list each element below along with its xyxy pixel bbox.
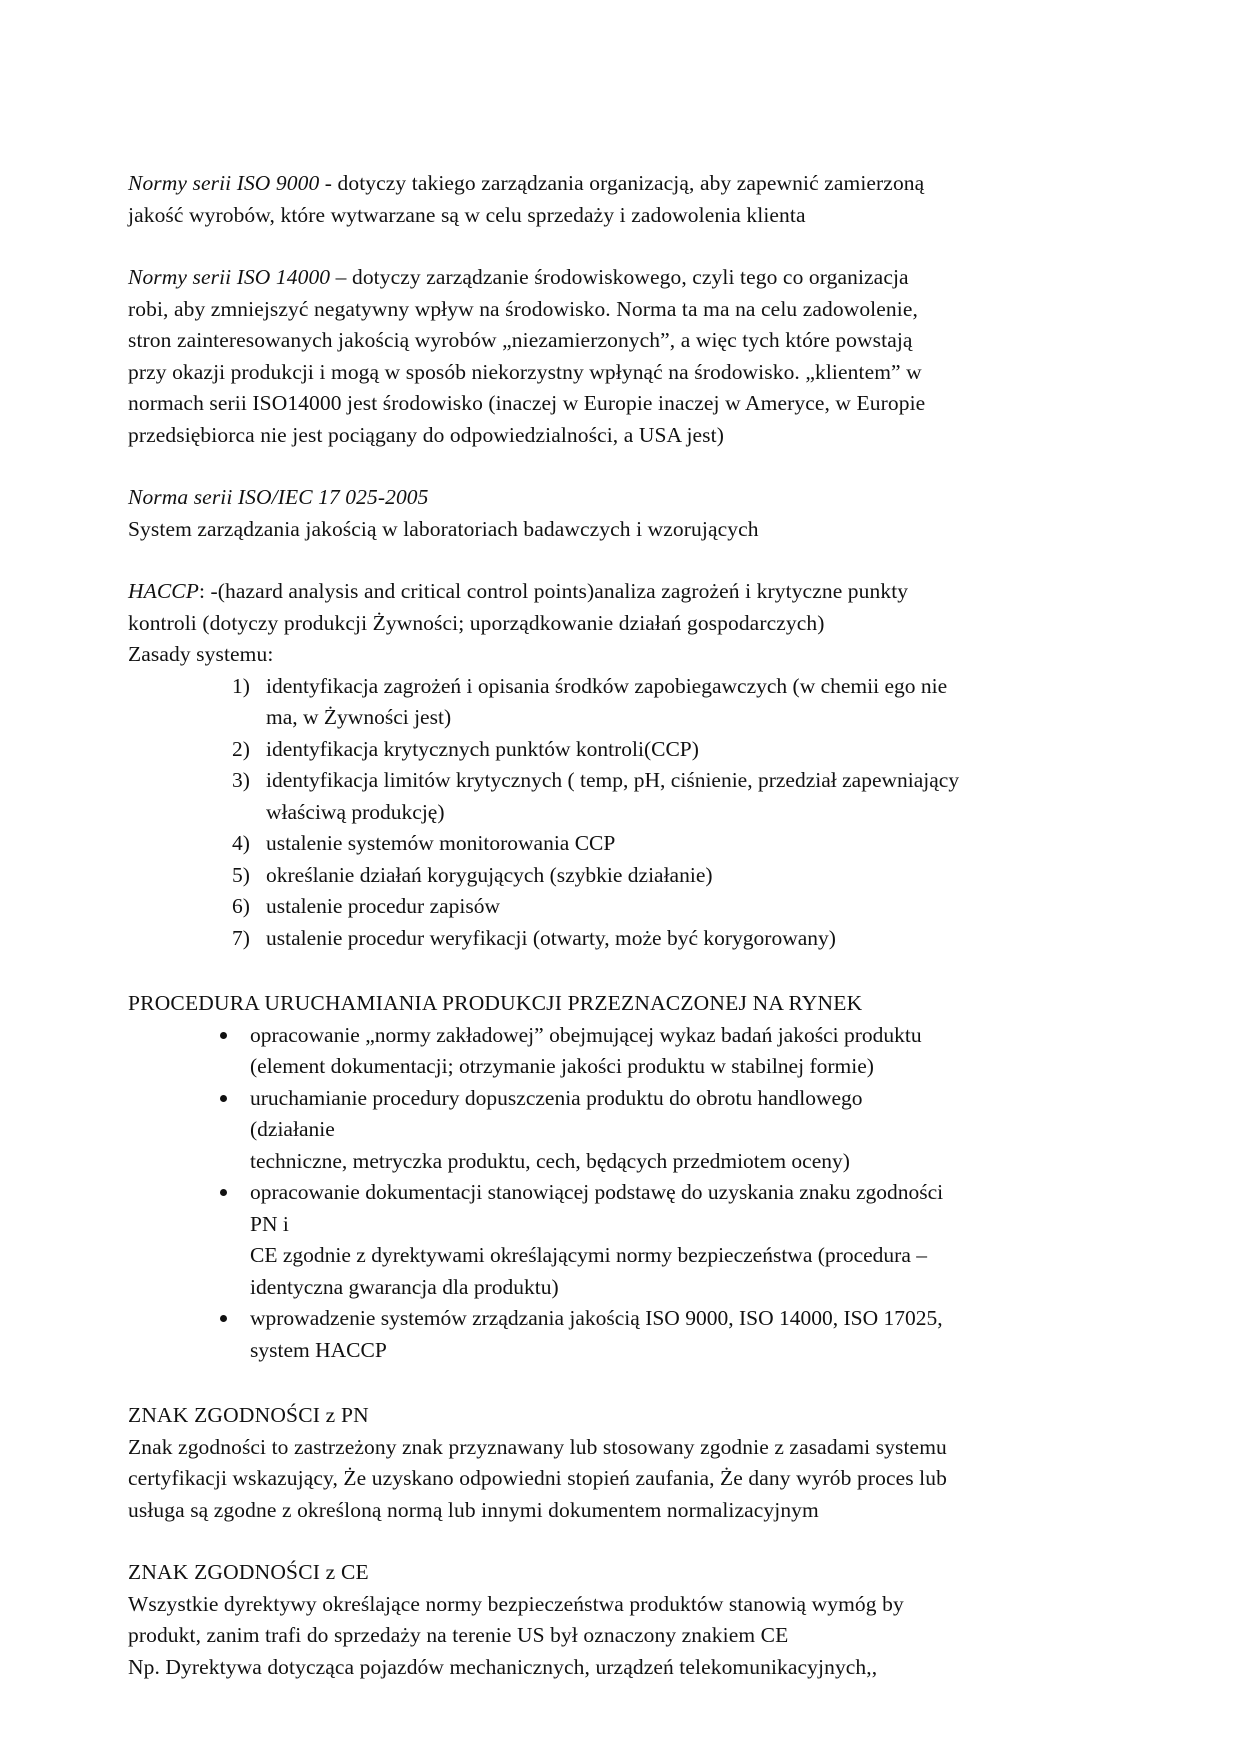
paragraph-line: [128, 576, 988, 608]
section-znak-pn: [128, 1400, 988, 1526]
list-item-line: CE zgodnie z dyrektywami określającymi normy bezpieczeństwa (procedura –: [250, 1243, 927, 1267]
section-iso-9000: [128, 168, 988, 231]
section-znak-ce: [128, 1557, 988, 1683]
list-item-line: (działanie: [250, 1117, 335, 1141]
bullet-icon: [220, 1315, 227, 1322]
section-iso-14000: [128, 262, 988, 451]
list-item-line: ustalenie procedur zapisów: [266, 894, 501, 918]
section-title-iso-9000: Normy serii ISO 9000: [128, 171, 320, 195]
paragraph-line-text: – dotyczy zarządzanie środowiskowego, czyli tego co organizacja: [330, 265, 909, 289]
list-item: [220, 1177, 988, 1303]
section-iso-iec-17025: [128, 482, 988, 545]
section-haccp: [128, 576, 988, 671]
list-item: [232, 765, 988, 828]
document-body: [128, 168, 988, 1683]
list-item-line: ustalenie systemów monitorowania CCP: [266, 831, 616, 855]
section-heading-znak-ce: ZNAK ZGODNOŚCI z CE: [128, 1560, 369, 1584]
list-item-line: identyczna gwarancja dla produktu): [250, 1274, 559, 1299]
list-item-line: (element dokumentacji; otrzymanie jakości produktu w stabilnej formie): [250, 1054, 874, 1078]
paragraph-line: kontroli (dotyczy produkcji Żywności; uporządkowanie działań gospodarczych): [128, 610, 825, 635]
paragraph-line: Znak zgodności to zastrzeżony znak przyznawany lub stosowany zgodnie z zasadami systemu: [128, 1434, 947, 1459]
list-item: [220, 1083, 988, 1178]
list-item-line: PN i: [250, 1211, 289, 1236]
list-item-line: opracowanie dokumentacji stanowiącej podstawę do uzyskania znaku zgodności: [250, 1180, 944, 1204]
list-marker: 4): [232, 831, 250, 855]
list-item: [232, 891, 988, 923]
bullet-icon: [220, 1095, 227, 1102]
block-spacer: [128, 545, 988, 576]
list-item-line: identyfikacja limitów krytycznych ( temp, pH, ciśnienie, przedział zapewniający: [266, 768, 960, 792]
list-item-line: określanie działań korygujących (szybkie działanie): [266, 862, 713, 887]
block-spacer: [128, 1526, 988, 1557]
paragraph-line-text: - dotyczy takiego zarządzania organizacją, aby zapewnić zamierzoną: [319, 171, 925, 195]
list-item: [232, 734, 988, 766]
section-title-iso-14000: Normy serii ISO 14000: [128, 265, 331, 289]
list-item-line: system HACCP: [250, 1337, 387, 1362]
paragraph-line: System zarządzania jakością w laboratoriach badawczych i wzorujących: [128, 516, 759, 541]
bullet-icon: [220, 1032, 227, 1039]
list-item-line: właściwą produkcję): [266, 799, 445, 824]
list-item-line: opracowanie „normy zakładowej” obejmującej wykaz badań jakości produktu: [250, 1022, 922, 1047]
list-item-line: techniczne, metryczka produktu, cech, będących przedmiotem oceny): [250, 1148, 850, 1173]
paragraph-line: [128, 168, 988, 200]
section-heading-znak-pn: ZNAK ZGODNOŚCI z PN: [128, 1403, 369, 1427]
block-spacer: [128, 231, 988, 262]
block-spacer: [128, 451, 988, 482]
paragraph-line: [128, 262, 988, 294]
list-marker: 1): [232, 673, 250, 698]
list-item: [220, 1020, 988, 1083]
paragraph-line: jakość wyrobów, które wytwarzane są w celu sprzedaży i zadowolenia klienta: [128, 202, 806, 227]
list-marker: 3): [232, 768, 250, 792]
paragraph-line-text: : -(hazard analysis and critical control points)analiza zagrożeń i krytyczne punkty: [198, 579, 909, 603]
section-title-haccp: HACCP: [128, 579, 199, 603]
list-item: [220, 1303, 988, 1366]
bullet-icon: [220, 1189, 227, 1196]
block-spacer: [128, 1366, 988, 1400]
list-item: [232, 860, 988, 892]
paragraph-line: normach serii ISO14000 jest środowisko (inaczej w Europie inaczej w Ameryce, w Europie: [128, 391, 926, 415]
list-item: [232, 671, 988, 734]
list-item: [232, 828, 988, 860]
list-item-line: wprowadzenie systemów zrządzania jakością ISO 9000, ISO 14000, ISO 17025,: [250, 1306, 943, 1330]
list-marker: 2): [232, 736, 250, 761]
procedura-bullet-list: [128, 1020, 988, 1367]
block-spacer: [128, 954, 988, 988]
list-item-line: ma, w Żywności jest): [266, 705, 452, 729]
paragraph-line: certyfikacji wskazujący, Że uzyskano odpowiedni stopień zaufania, Że dany wyrób proces lub: [128, 1466, 947, 1490]
paragraph-line: produkt, zanim trafi do sprzedaży na terenie US był oznaczony znakiem CE: [128, 1623, 789, 1647]
paragraph-line: Np. Dyrektywa dotycząca pojazdów mechanicznych, urządzeń telekomunikacyjnych,,: [128, 1654, 878, 1679]
list-item-line: identyfikacja zagrożeń i opisania środków zapobiegawczych (w chemii ego nie: [266, 673, 948, 698]
paragraph-line: przy okazji produkcji i mogą w sposób niekorzystny wpłynąć na środowisko. „klientem” w: [128, 359, 922, 384]
list-marker: 7): [232, 925, 250, 950]
paragraph-line: Wszystkie dyrektywy określające normy bezpieczeństwa produktów stanowią wymóg by: [128, 1591, 904, 1616]
paragraph-line: usługa są zgodne z określoną normą lub innymi dokumentem normalizacyjnym: [128, 1497, 819, 1522]
section-heading-procedura: PROCEDURA URUCHAMIANIA PRODUKCJI PRZEZNACZONEJ NA RYNEK: [128, 991, 863, 1015]
list-marker: 5): [232, 862, 250, 887]
list-item-line: ustalenie procedur weryfikacji (otwarty, może być korygorowany): [266, 925, 836, 950]
paragraph-line: Zasady systemu:: [128, 642, 274, 666]
list-marker: 6): [232, 894, 250, 918]
paragraph-line: robi, aby zmniejszyć negatywny wpływ na środowisko. Norma ta ma na celu zadowolenie,: [128, 296, 918, 321]
haccp-principles-list: [128, 671, 988, 955]
list-item-line: identyfikacja krytycznych punktów kontroli(CCP): [266, 736, 699, 761]
paragraph-line: stron zainteresowanych jakością wyrobów „niezamierzonych”, a więc tych które powstają: [128, 328, 913, 352]
paragraph-line: przedsiębiorca nie jest pociągany do odpowiedzialności, a USA jest): [128, 422, 724, 447]
section-title-iso-iec-17025: Norma serii ISO/IEC 17 025-2005: [128, 485, 429, 509]
list-item: [232, 923, 988, 955]
list-item-line: uruchamianie procedury dopuszczenia produktu do obrotu handlowego: [250, 1085, 863, 1110]
